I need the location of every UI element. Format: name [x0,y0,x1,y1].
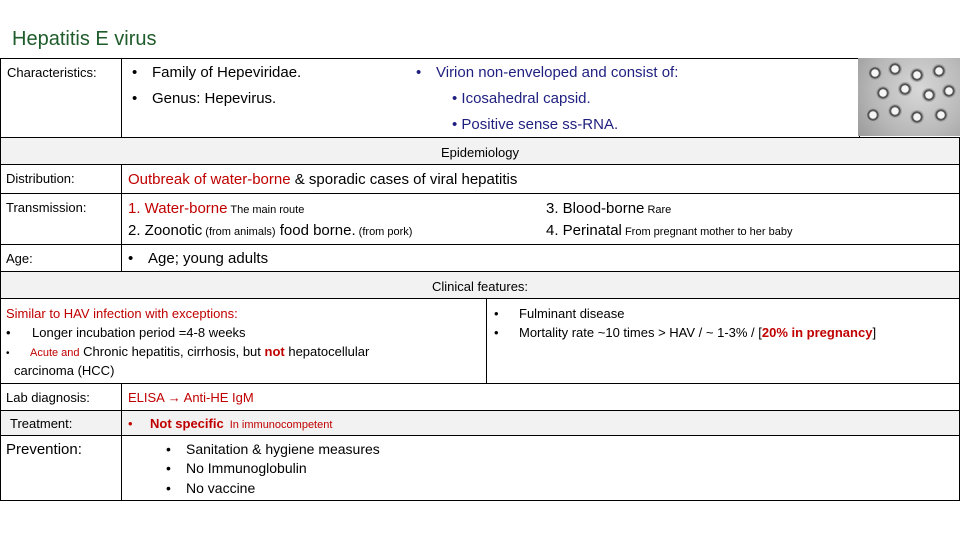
transmission-3-main: 3. Blood-borne [546,200,645,217]
distribution-label: Distribution: [6,171,75,186]
transmission-2-main-2: food borne. [275,222,356,239]
prevention-item-2-text: No Immunoglobulin [186,460,307,476]
lab-label: Lab diagnosis: [6,390,90,405]
transmission-3-note: Rare [644,204,672,216]
prevention-item-1-text: Sanitation & hygiene measures [186,441,380,457]
clinical-header: Clinical features: [431,279,529,294]
genus-text: • Genus: Hepevirus. [132,90,276,107]
transmission-label: Transmission: [6,200,87,215]
distribution-rest: & sporadic cases of viral hepatitis [290,171,518,188]
treatment-main: Not specific [150,416,224,431]
age-label: Age: [6,251,33,266]
characteristics-label-cell [0,58,122,138]
clinical-right-2-red: 20% in pregnancy [761,325,873,340]
treatment-label: Treatment: [10,416,73,431]
prevention-item-3-text: No vaccine [186,480,256,496]
prevention-item-2 [166,460,307,476]
distribution-value [128,171,517,188]
prevention-label: Prevention: [6,441,82,458]
characteristics-label: Characteristics: [7,65,97,80]
transmission-2-note-1: (from animals) [202,226,276,238]
transmission-1-note: The main route [227,204,305,216]
transmission-4-main: 4. Perinatal [546,222,622,239]
clinical-item-1-text: Longer incubation period =4-8 weeks [32,325,246,340]
clinical-intro: Similar to HAV infection with exceptions: [6,306,238,321]
clinical-item-2-not: not [264,344,285,359]
clinical-item-2: • Acute and Chronic hepatitis, cirrhosis, but not hepatocellular [6,344,370,359]
clinical-right-2-main: Mortality rate ~10 times > HAV / ~ 1-3% / [ [519,325,762,340]
transmission-item-3 [546,200,671,217]
clinical-right-1: • Fulminant disease [494,306,625,321]
clinical-item-2-end: hepatocellular [284,344,370,359]
clinical-right-1-text: Fulminant disease [519,306,625,321]
rna-text: • Positive sense ss-RNA. [452,116,619,133]
clinical-item-2-small: Acute and [30,347,80,359]
prevention-item-3 [166,480,255,496]
clinical-item-2-line-2: carcinoma (HCC) [14,363,115,378]
transmission-2-main: 2. Zoonotic [128,222,203,239]
family-text: • Family of Hepeviridae. [132,64,301,81]
transmission-2-note-2: (from pork) [355,226,413,238]
transmission-1-main: 1. Water-borne [128,200,228,217]
epidemiology-header: Epidemiology [440,145,520,160]
clinical-right-2-end: ] [872,325,877,340]
treatment-value: • Not specific In immunocompetent [128,416,333,431]
transmission-4-note: From pregnant mother to her baby [621,226,793,238]
age-value: • Age; young adults [128,250,268,267]
lab-value: ELISA → Anti-HE IgM [128,390,254,405]
virion-text: • Virion non-enveloped and consist of: [416,64,678,81]
distribution-highlight: Outbreak of water-borne [128,171,291,188]
treatment-note: In immunocompetent [229,419,333,431]
clinical-right-2: • Mortality rate ~10 times > HAV / ~ 1-3% / [20% in pregnancy] [494,325,877,340]
transmission-item-4 [546,222,792,239]
prevention-item-1 [166,441,380,457]
page-title: Hepatitis E virus [12,28,157,50]
transmission-item-2 [128,222,412,239]
transmission-item-1 [128,200,304,217]
virus-micrograph-image [858,58,960,136]
capsid-text: • Icosahedral capsid. [452,90,591,107]
clinical-item-2-main: Chronic hepatitis, cirrhosis, but [79,344,265,359]
clinical-item-1: • Longer incubation period =4-8 weeks [6,325,246,340]
